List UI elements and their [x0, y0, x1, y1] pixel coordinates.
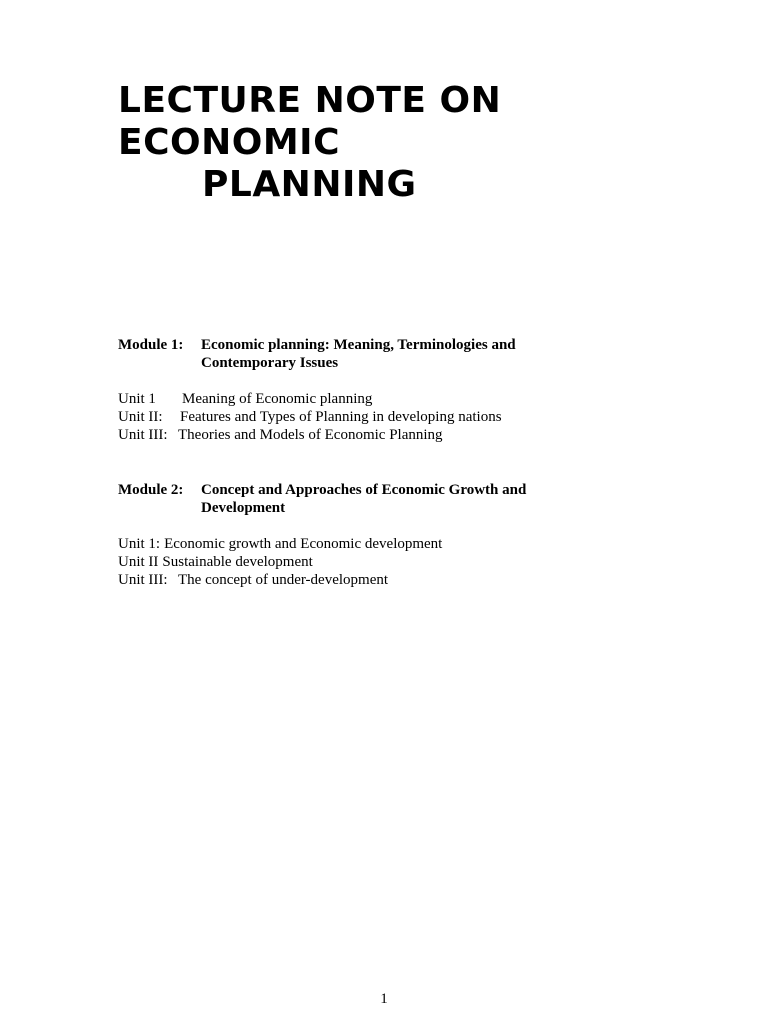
unit-text: Meaning of Economic planning	[182, 391, 373, 407]
page-number: 1	[380, 991, 388, 1007]
unit-item	[118, 390, 558, 408]
module-section	[118, 336, 558, 444]
title-line: PLANNING	[202, 164, 417, 205]
unit-label: Unit 1:	[118, 536, 161, 552]
module-heading	[118, 336, 558, 372]
module-name: Economic planning: Meaning, Terminologies and Contemporary Issues	[201, 337, 516, 371]
unit-text: The concept of under-development	[178, 572, 389, 588]
title-line: LECTURE NOTE ON	[118, 80, 502, 121]
unit-item	[118, 408, 558, 426]
module-label: Module 1:	[118, 337, 184, 353]
document-title	[118, 80, 501, 206]
unit-label: Unit II:	[118, 409, 163, 425]
unit-label: Unit 1	[118, 391, 156, 407]
unit-label: Unit III:	[118, 427, 168, 443]
unit-label: Unit II	[118, 554, 159, 570]
title-line: ECONOMIC	[118, 122, 340, 163]
unit-text: Features and Types of Planning in developing nations	[180, 409, 502, 425]
unit-item	[118, 571, 558, 589]
unit-item	[118, 426, 558, 444]
unit-item	[118, 553, 558, 571]
module-section	[118, 481, 558, 589]
module-name: Concept and Approaches of Economic Growth and Development	[201, 482, 527, 516]
unit-list	[118, 535, 558, 589]
unit-text: Economic growth and Economic development	[164, 536, 443, 552]
unit-label: Unit III:	[118, 572, 168, 588]
module-heading	[118, 481, 558, 517]
unit-item	[118, 535, 558, 553]
module-label: Module 2:	[118, 482, 184, 498]
unit-text: Sustainable development	[162, 554, 313, 570]
unit-text: Theories and Models of Economic Planning	[178, 427, 443, 443]
unit-list	[118, 390, 558, 444]
